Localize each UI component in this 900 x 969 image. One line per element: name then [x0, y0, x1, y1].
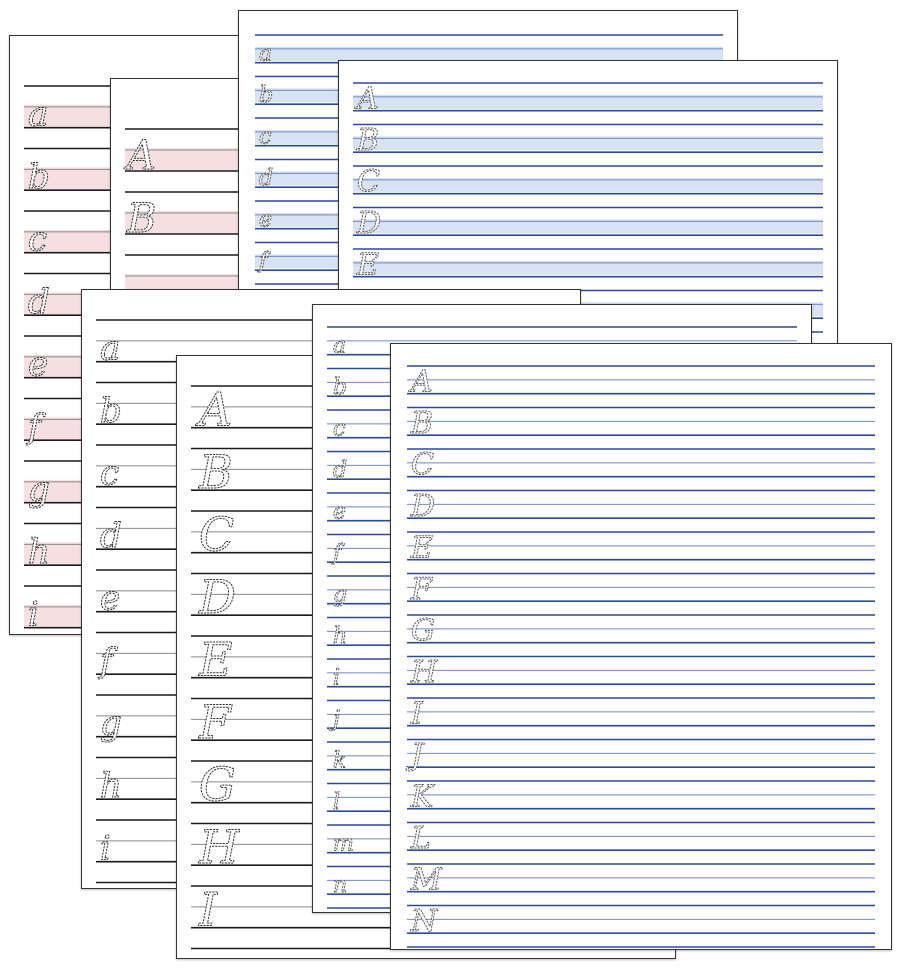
traceable-letter: b: [333, 375, 348, 401]
traceable-letter: L: [411, 821, 431, 857]
traceable-letter: H: [199, 820, 240, 875]
traceable-letter: e: [28, 344, 49, 385]
traceable-letter: a: [333, 333, 347, 359]
traceable-letter: A: [127, 133, 156, 179]
traceable-letter: f: [259, 249, 268, 275]
traceable-letter: i: [333, 665, 341, 691]
traceable-letter: D: [199, 570, 236, 625]
traceable-letter: F: [199, 695, 231, 750]
traceable-letter: K: [411, 779, 434, 815]
traceable-letter: g: [333, 582, 348, 608]
traceable-letter: k: [333, 748, 347, 774]
traceable-letter: C: [357, 164, 380, 200]
traceable-letter: B: [127, 196, 157, 242]
traceable-letter: F: [411, 572, 432, 608]
traceable-letter: E: [411, 530, 433, 566]
traceable-letter: b: [28, 157, 50, 198]
traceable-letter: H: [411, 655, 438, 691]
traceable-letter: A: [411, 364, 433, 400]
traceable-letter: d: [100, 516, 122, 557]
traceable-letter: A: [357, 81, 379, 117]
traceable-letter: I: [199, 882, 218, 937]
traceable-letter: f: [28, 407, 41, 448]
traceable-letter: D: [411, 489, 436, 525]
traceable-letter: G: [199, 757, 236, 812]
traceable-letter: a: [259, 41, 273, 67]
traceable-letter: C: [199, 507, 235, 562]
traceable-letter: b: [259, 83, 274, 109]
traceable-letter: g: [100, 703, 122, 744]
traceable-letter: I: [411, 696, 423, 732]
traceable-letter: d: [28, 282, 50, 323]
sheet-8-rules: [391, 344, 891, 949]
traceable-letter: d: [333, 458, 348, 484]
traceable-letter: h: [100, 766, 122, 807]
traceable-letter: B: [199, 445, 233, 500]
traceable-letter: e: [100, 578, 121, 619]
traceable-letter: M: [411, 862, 442, 898]
traceable-letter: f: [100, 641, 113, 682]
traceable-letter: f: [333, 541, 342, 567]
traceable-letter: g: [28, 469, 50, 510]
traceable-letter: E: [357, 247, 379, 283]
traceable-letter: n: [333, 873, 348, 899]
traceable-letter: a: [28, 94, 49, 135]
practice-sheet-uppercase-blue: [390, 343, 892, 950]
traceable-letter: N: [411, 904, 438, 940]
traceable-letter: i: [100, 828, 111, 869]
traceable-letter: B: [411, 406, 434, 442]
traceable-letter: e: [333, 499, 347, 525]
traceable-letter: d: [259, 166, 274, 192]
traceable-letter: G: [411, 613, 435, 649]
traceable-letter: C: [411, 447, 434, 483]
traceable-letter: i: [28, 594, 39, 634]
traceable-letter: h: [333, 624, 348, 650]
traceable-letter: h: [28, 532, 50, 573]
traceable-letter: l: [333, 790, 341, 816]
traceable-letter: a: [100, 328, 121, 369]
traceable-letter: c: [100, 453, 120, 494]
traceable-letter: b: [100, 391, 122, 432]
traceable-letter: B: [357, 123, 380, 159]
traceable-letter: c: [259, 124, 272, 150]
traceable-letter: A: [199, 382, 233, 437]
traceable-letter: e: [259, 207, 273, 233]
traceable-letter: D: [357, 206, 382, 242]
traceable-letter: E: [199, 632, 233, 687]
traceable-letter: m: [333, 831, 354, 857]
traceable-letter: J: [411, 738, 424, 774]
traceable-letter: c: [28, 219, 48, 260]
traceable-letter: j: [333, 707, 340, 733]
traceable-letter: c: [333, 416, 346, 442]
